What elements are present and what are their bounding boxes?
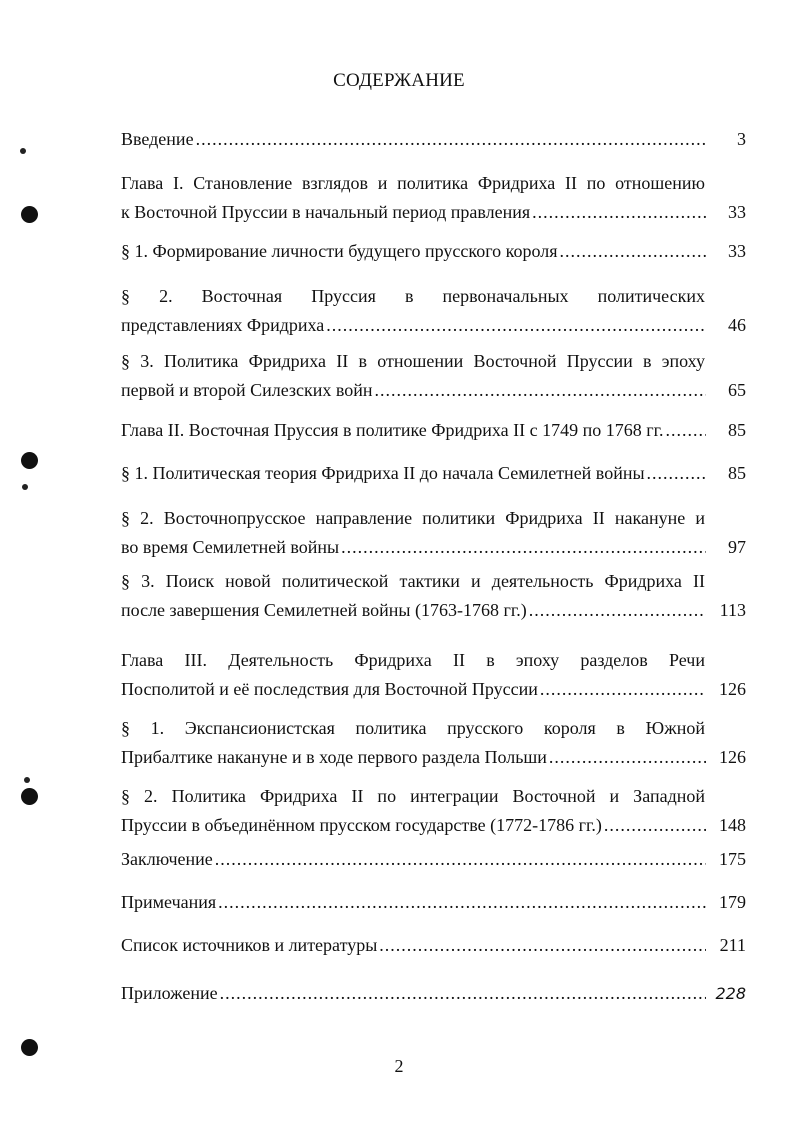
toc-line xyxy=(121,596,746,625)
toc-entry-title: Глава III. Деятельность Фридриха II в эпоху разделов Речи xyxy=(121,650,705,670)
toc-line xyxy=(121,311,746,340)
toc-entry-notes xyxy=(121,888,746,917)
toc-page-number: 148 xyxy=(719,815,746,835)
dot-leader xyxy=(666,416,706,445)
toc-entry-title: § 3. Политика Фридриха II в отношении Восточной Пруссии в эпоху xyxy=(121,351,705,371)
toc-page-number: 46 xyxy=(728,315,746,335)
toc-page-number: 3 xyxy=(737,129,746,149)
toc-entry-title: § 1. Экспансионистская политика прусского короля в Южной xyxy=(121,718,705,738)
toc-entry-chapter-2 xyxy=(121,416,746,445)
toc-entry-title-continued: Прибалтике накануне и в ходе первого раздела Польши xyxy=(121,747,547,767)
toc-entry-title: § 1. Политическая теория Фридриха II до начала Семилетней войны xyxy=(121,463,645,483)
toc-page-number: 126 xyxy=(719,679,746,699)
toc-page-number: 126 xyxy=(719,747,746,767)
punch-hole xyxy=(21,788,38,805)
toc-entry-title: § 2. Восточнопрусское направление политики Фридриха II накануне и xyxy=(121,508,705,528)
toc-page-number: 65 xyxy=(728,380,746,400)
punch-hole xyxy=(21,452,38,469)
toc-page-number-handwritten: 228 xyxy=(715,984,746,1003)
scan-speck xyxy=(22,484,28,490)
toc-line xyxy=(121,743,746,772)
toc-entry-conclusion xyxy=(121,845,746,874)
dot-leader xyxy=(215,845,706,874)
toc-entry-ch2-section-3 xyxy=(121,567,746,625)
toc-line xyxy=(121,675,746,704)
toc-page-number: 113 xyxy=(719,600,746,620)
dot-leader xyxy=(532,198,706,227)
dot-leader xyxy=(341,533,706,562)
dot-leader xyxy=(560,237,707,266)
toc-line xyxy=(121,237,746,266)
dot-leader xyxy=(549,743,706,772)
toc-page-number: 97 xyxy=(728,537,746,557)
toc-entry-title-continued: первой и второй Силезских войн xyxy=(121,380,373,400)
toc-line xyxy=(121,979,746,1008)
toc-entry-ch1-section-2 xyxy=(121,282,746,340)
toc-entry-ch1-section-3 xyxy=(121,347,746,405)
toc-page-number: 175 xyxy=(719,849,746,869)
toc-line xyxy=(121,198,746,227)
dot-leader xyxy=(375,376,706,405)
toc-line xyxy=(121,169,705,198)
toc-entry-title-continued: во время Семилетней войны xyxy=(121,537,340,557)
toc-line xyxy=(121,416,746,445)
scan-speck xyxy=(24,777,30,783)
toc-entry-title: Заключение xyxy=(121,849,213,869)
toc-entry-title: Введение xyxy=(121,129,194,149)
toc-entry-title: § 3. Поиск новой политической тактики и деятельность Фридриха II xyxy=(121,571,705,591)
toc-entry-ch3-section-1 xyxy=(121,714,746,772)
scan-speck xyxy=(20,148,26,154)
toc-line xyxy=(121,811,746,840)
toc-line xyxy=(121,125,746,154)
toc-entry-title-continued: Посполитой и её последствия для Восточной Пруссии xyxy=(121,679,538,699)
toc-line xyxy=(121,845,746,874)
toc-entry-chapter-3 xyxy=(121,646,746,704)
toc-entry-title-continued: представлениях Фридриха xyxy=(121,315,325,335)
toc-line xyxy=(121,347,705,376)
dot-leader xyxy=(604,811,706,840)
toc-entry-title: § 1. Формирование личности будущего прусского короля xyxy=(121,241,558,261)
toc-page-number: 33 xyxy=(728,241,746,261)
toc-entry-title-continued: Пруссии в объединённом прусском государстве (1772-1786 гг.) xyxy=(121,815,602,835)
toc-entry-ch3-section-2 xyxy=(121,782,746,840)
punch-hole xyxy=(21,1039,38,1056)
toc-entry-title: Глава I. Становление взглядов и политика Фридриха II по отношению xyxy=(121,173,705,193)
table-of-contents xyxy=(121,0,746,1126)
toc-line xyxy=(121,646,705,675)
toc-line xyxy=(121,567,705,596)
dot-leader xyxy=(196,125,706,154)
toc-page-number: 211 xyxy=(719,935,746,955)
toc-entry-introduction xyxy=(121,125,746,154)
toc-line xyxy=(121,888,746,917)
dot-leader xyxy=(220,979,706,1008)
toc-line xyxy=(121,931,746,960)
toc-line xyxy=(121,459,746,488)
dot-leader xyxy=(540,675,706,704)
dot-leader xyxy=(379,931,706,960)
toc-entry-title: § 2. Политика Фридриха II по интеграции Восточной и Западной xyxy=(121,786,705,806)
dot-leader xyxy=(647,459,706,488)
toc-entry-bibliography xyxy=(121,931,746,960)
toc-page-number: 85 xyxy=(728,420,746,440)
toc-entry-ch2-section-1 xyxy=(121,459,746,488)
toc-line xyxy=(121,376,746,405)
toc-line xyxy=(121,504,705,533)
toc-line xyxy=(121,714,705,743)
dot-leader xyxy=(326,311,706,340)
toc-line xyxy=(121,282,705,311)
toc-entry-appendix xyxy=(121,979,746,1008)
toc-entry-ch1-section-1 xyxy=(121,237,746,266)
toc-page-number: 85 xyxy=(728,463,746,483)
toc-line xyxy=(121,782,705,811)
toc-line xyxy=(121,533,746,562)
page-number: 2 xyxy=(394,1056,404,1076)
toc-entry-title: Список источников и литературы xyxy=(121,935,378,955)
toc-entry-title: Приложение xyxy=(121,983,218,1003)
toc-page-number: 179 xyxy=(719,892,746,912)
dot-leader xyxy=(529,596,706,625)
page-title: СОДЕРЖАНИЕ xyxy=(333,70,465,91)
dot-leader xyxy=(218,888,706,917)
toc-entry-title: Глава II. Восточная Пруссия в политике Фридриха II с 1749 по 1768 гг. xyxy=(121,420,664,440)
toc-page-number: 33 xyxy=(728,202,746,222)
toc-entry-ch2-section-2 xyxy=(121,504,746,562)
toc-entry-title: Примечания xyxy=(121,892,217,912)
toc-entry-title-continued: после завершения Семилетней войны (1763-1768 гг.) xyxy=(121,600,527,620)
toc-entry-title: § 2. Восточная Пруссия в первоначальных политических xyxy=(121,286,705,306)
toc-entry-title-continued: к Восточной Пруссии в начальный период правления xyxy=(121,202,531,222)
toc-entry-chapter-1 xyxy=(121,169,746,227)
punch-hole xyxy=(21,206,38,223)
